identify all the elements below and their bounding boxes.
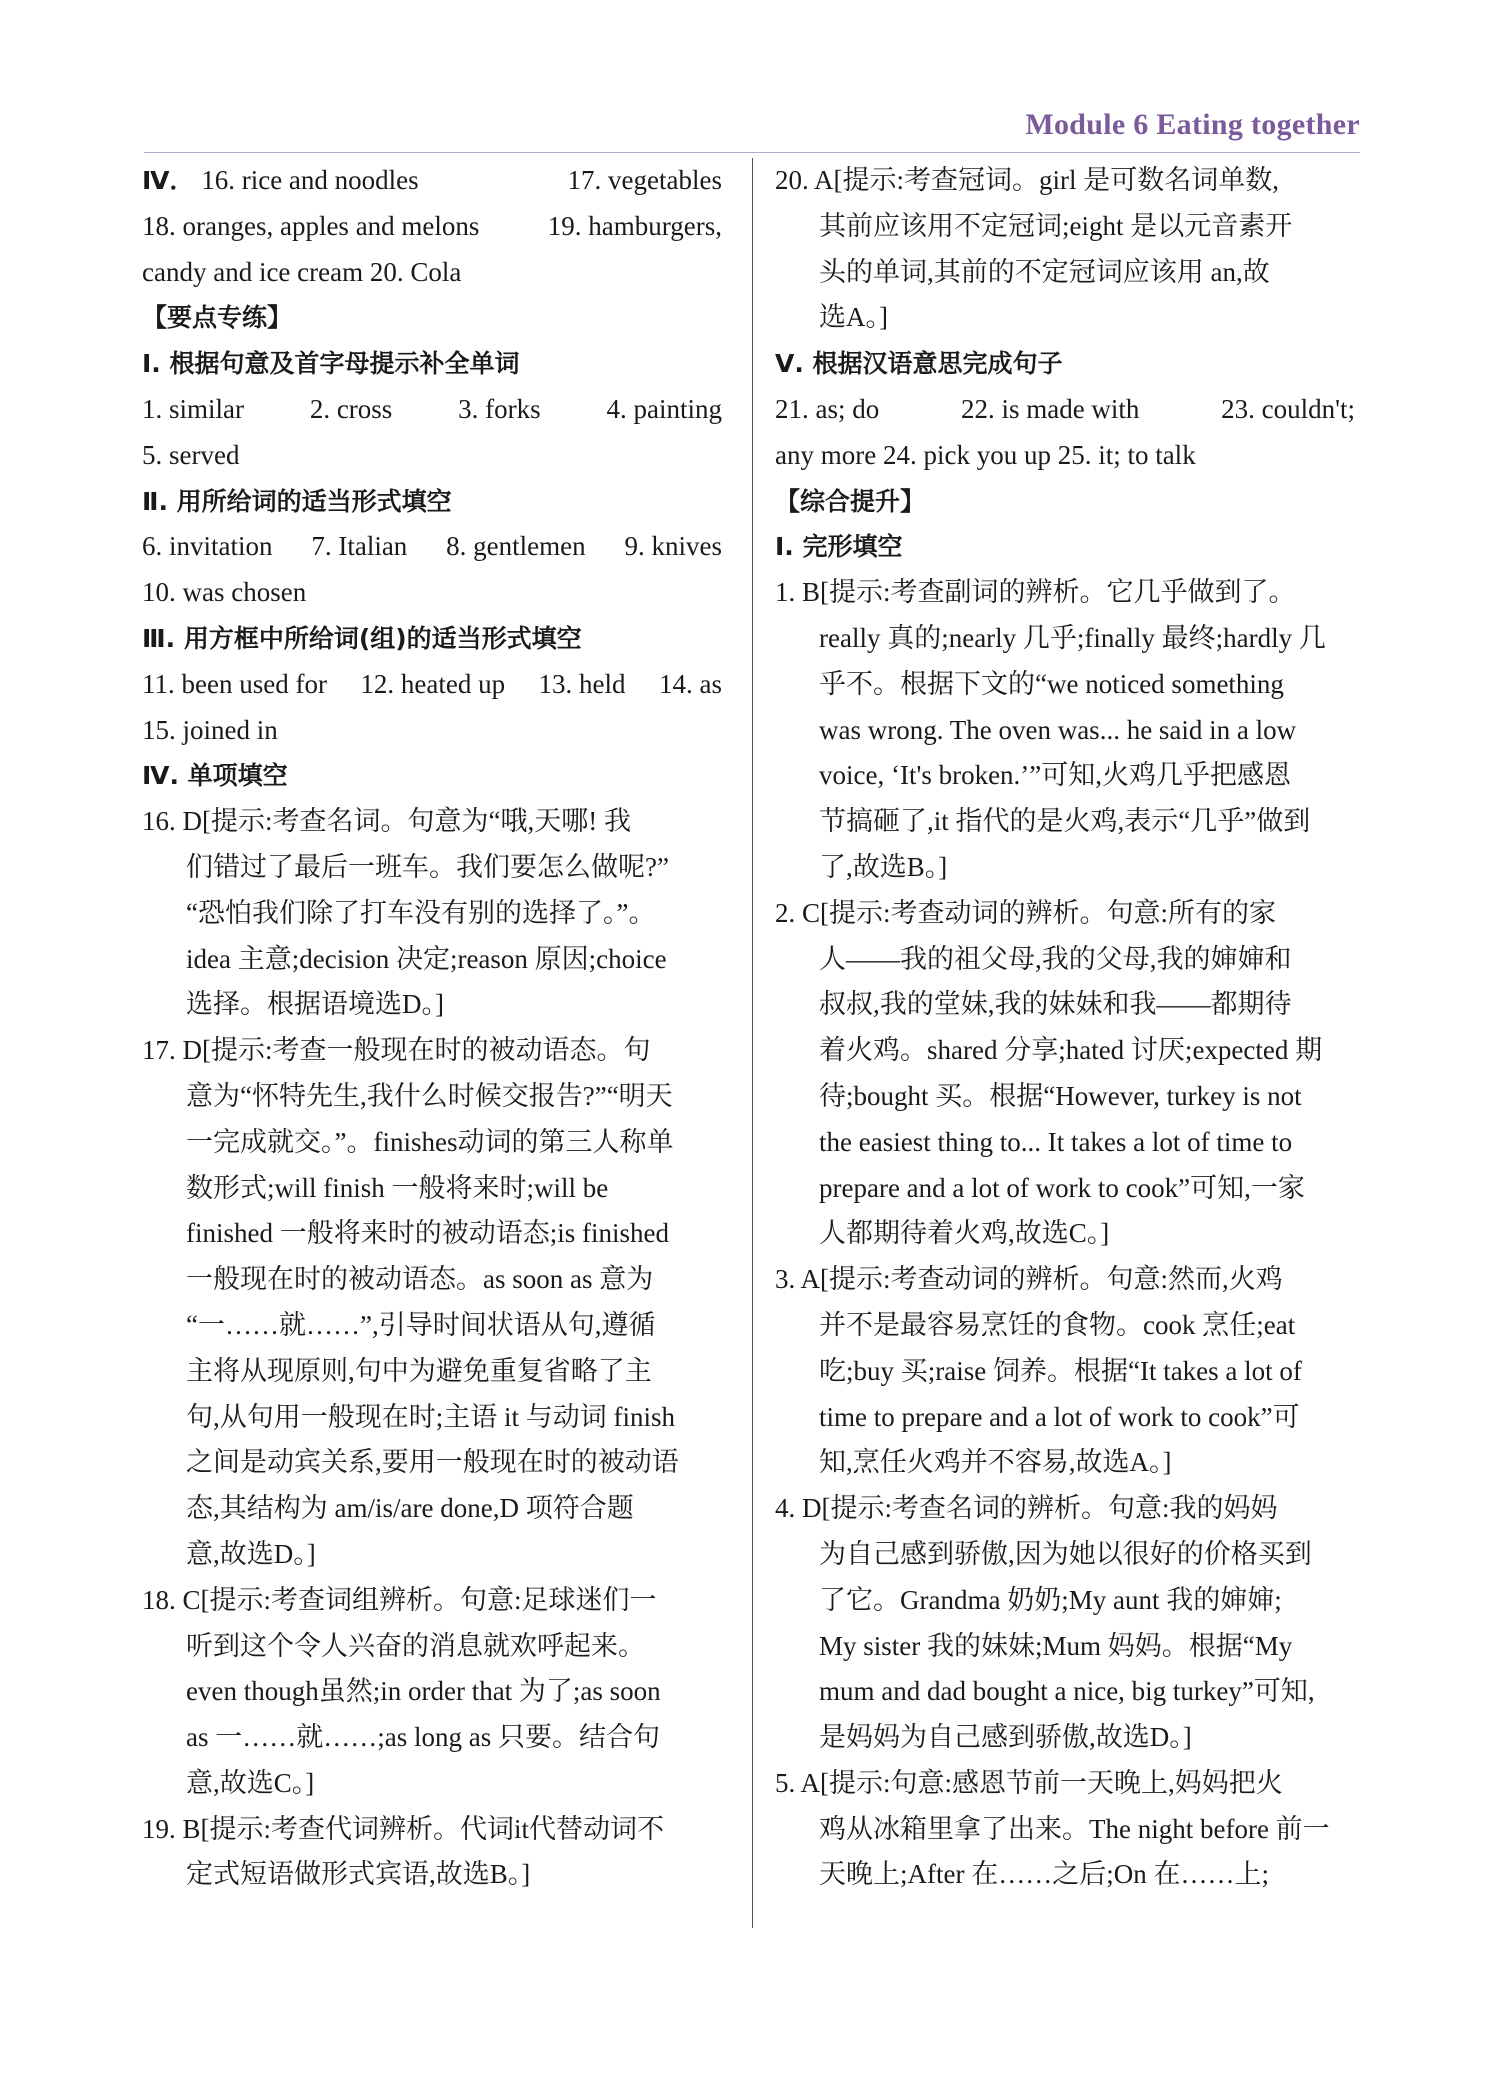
- text-line: 着火鸡。shared 分享;hated 讨厌;expected 期: [819, 1035, 1323, 1066]
- text-line: 意为“怀特先生,我什么时候交报告?”“明天: [186, 1080, 673, 1111]
- answer-1: 1. similar: [142, 393, 244, 424]
- answer-line: [142, 524, 722, 570]
- text-line: 3. A[提示:考查动词的辨析。句意:然而,火鸡: [775, 1264, 1283, 1295]
- text-line: 选择。根据语境选D。]: [186, 989, 444, 1020]
- answer-3: 3. forks: [458, 393, 541, 424]
- column-divider: [752, 158, 753, 1928]
- text-line: 4. D[提示:考查名词的辨析。句意:我的妈妈: [775, 1493, 1278, 1524]
- text-line: 16. D[提示:考查名词。句意为“哦,天哪! 我: [142, 806, 631, 837]
- answer-line: [142, 204, 722, 250]
- text-line: 之间是动宾关系,要用一般现在时的被动语: [186, 1447, 679, 1478]
- text-line: 头的单词,其前的不定冠词应该用 an,故: [819, 256, 1270, 287]
- answer-17: 17. vegetables: [567, 165, 722, 195]
- right-column: [775, 158, 1355, 1898]
- text-line: time to prepare and a lot of work to cook”可: [819, 1401, 1300, 1432]
- text-line: 乎不。根据下文的“we noticed something: [819, 668, 1284, 699]
- text-line: even though虽然;in order that 为了;as soon: [186, 1676, 661, 1707]
- text-line: 定式短语做形式宾语,故选B。]: [186, 1859, 531, 1890]
- answer-line: [142, 158, 722, 204]
- cloze-explanation-3: [775, 1257, 1355, 1486]
- text-line: 20. A[提示:考查冠词。girl 是可数名词单数,: [775, 165, 1279, 195]
- text-line: 意,故选C。]: [186, 1767, 315, 1798]
- text-line: was wrong. The oven was... he said in a low: [819, 714, 1297, 745]
- text-line: 为自己感到骄傲,因为她以很好的价格买到: [819, 1538, 1312, 1569]
- left-column: [142, 158, 722, 1898]
- answer-5: 5. served: [142, 439, 240, 470]
- text-line: voice, ‘It's broken.’”可知,火鸡几乎把感恩: [819, 760, 1292, 791]
- text-line: finished 一般将来时的被动语态;is finished: [186, 1218, 669, 1249]
- explanation-20: [775, 158, 1355, 341]
- text-line: 选A。]: [819, 302, 888, 333]
- text-line: 人都期待着火鸡,故选C。]: [819, 1218, 1110, 1249]
- text-line: 并不是最容易烹饪的食物。cook 烹任;eat: [819, 1309, 1296, 1340]
- text-line: prepare and a lot of work to cook”可知,一家: [819, 1172, 1305, 1203]
- text-line: 句,从句用一般现在时;主语 it 与动词 finish: [186, 1401, 676, 1432]
- answer-14: 14. as: [658, 668, 722, 699]
- answer-15: 15. joined in: [142, 714, 278, 745]
- cloze-explanation-1: [775, 570, 1355, 891]
- header-rule: [144, 152, 1360, 153]
- explanation-17: [142, 1028, 722, 1578]
- text-line: “一……就……”,引导时间状语从句,遵循: [186, 1309, 656, 1340]
- text-line: 2. C[提示:考查动词的辨析。句意:所有的家: [775, 897, 1277, 928]
- text-line: 吃;buy 买;raise 饲养。根据“It takes a lot of: [819, 1355, 1302, 1386]
- text-line: 5. A[提示:句意:感恩节前一天晚上,妈妈把火: [775, 1767, 1283, 1798]
- answer-6: 6. invitation: [142, 531, 273, 562]
- section-heading: Ⅳ. 单项填空: [142, 761, 288, 791]
- text-line: 了,故选B。]: [819, 851, 948, 882]
- text-line: My sister 我的妹妹;Mum 妈妈。根据“My: [819, 1630, 1293, 1661]
- text-line: idea 主意;decision 决定;reason 原因;choice: [186, 943, 667, 974]
- section-title-comprehensive: 【综合提升】: [775, 486, 926, 516]
- answer-22: 22. is made with: [960, 393, 1140, 424]
- text-line: 1. B[提示:考查副词的辨析。它几乎做到了。: [775, 577, 1296, 608]
- section-number: Ⅳ．: [142, 166, 195, 195]
- text-line: 们错过了最后一班车。我们要怎么做呢?”: [186, 851, 669, 882]
- text-line: “恐怕我们除了打车没有别的选择了。”。: [186, 897, 656, 928]
- text-line: 数形式;will finish 一般将来时;will be: [186, 1172, 609, 1203]
- text-line: 态,其结构为 am/is/are done,D 项符合题: [186, 1493, 634, 1524]
- answer-line: [775, 387, 1355, 433]
- cloze-explanation-2: [775, 891, 1355, 1257]
- answer-line: any more 24. pick you up 25. it; to talk: [775, 439, 1196, 470]
- text-line: 天晚上;After 在……之后;On 在……上;: [819, 1859, 1269, 1890]
- text-line: 一般现在时的被动语态。as soon as 意为: [186, 1264, 654, 1295]
- answer-7: 7. Italian: [311, 531, 408, 562]
- section-heading: Ⅰ. 根据句意及首字母提示补全单词: [142, 349, 520, 379]
- text-line: 听到这个令人兴奋的消息就欢呼起来。: [186, 1630, 645, 1661]
- answer-8: 8. gentlemen: [446, 531, 586, 562]
- text-line: the easiest thing to... It takes a lot of time to: [819, 1126, 1293, 1157]
- text-line: mum and dad bought a nice, big turkey”可知,: [819, 1676, 1315, 1707]
- section-heading: Ⅲ. 用方框中所给词(组)的适当形式填空: [142, 623, 582, 653]
- answer-10: 10. was chosen: [142, 577, 307, 608]
- section-heading: Ⅰ. 完形填空: [775, 532, 903, 562]
- text-line: 意,故选D。]: [186, 1538, 316, 1569]
- text-line: 其前应该用不定冠词;eight 是以元音素开: [819, 210, 1293, 241]
- answer-19: 19. hamburgers,: [547, 210, 722, 241]
- text-line: 叔叔,我的堂妹,我的妹妹和我——都期待: [819, 989, 1292, 1020]
- text-line: 一完成就交。”。finishes动词的第三人称单: [186, 1126, 674, 1157]
- answer-18: 18. oranges, apples and melons: [142, 210, 480, 241]
- text-line: 主将从现原则,句中为避免重复省略了主: [186, 1355, 652, 1386]
- running-header: Module 6 Eating together: [1025, 108, 1360, 141]
- text-line: 19. B[提示:考查代词辨析。代词it代替动词不: [142, 1813, 665, 1844]
- text-line: 了它。Grandma 奶奶;My aunt 我的婶婶;: [819, 1584, 1282, 1615]
- text-line: 17. D[提示:考查一般现在时的被动语态。句: [142, 1035, 651, 1066]
- cloze-explanation-5: [775, 1761, 1355, 1898]
- section-title-key-points: 【要点专练】: [142, 303, 293, 333]
- answer-line: candy and ice cream 20. Cola: [142, 256, 462, 287]
- explanation-19: [142, 1807, 722, 1899]
- text-line: 待;bought 买。根据“However, turkey is not: [819, 1080, 1302, 1111]
- explanation-18: [142, 1578, 722, 1807]
- answer-12: 12. heated up: [360, 668, 506, 699]
- answer-2: 2. cross: [309, 393, 393, 424]
- answer-line: [142, 662, 722, 708]
- text-line: 鸡从冰箱里拿了出来。The night before 前一: [819, 1813, 1330, 1844]
- answer-21: 21. as; do: [775, 393, 880, 424]
- answer-16: 16. rice and noodles: [201, 165, 419, 195]
- answer-13: 13. held: [538, 668, 626, 699]
- text-line: 人——我的祖父母,我的父母,我的婶婶和: [819, 943, 1292, 974]
- cloze-explanation-4: [775, 1486, 1355, 1761]
- answer-9: 9. knives: [624, 531, 722, 562]
- text-line: as 一……就……;as long as 只要。结合句: [186, 1722, 660, 1753]
- explanation-16: [142, 799, 722, 1028]
- text-line: 18. C[提示:考查词组辨析。句意:足球迷们一: [142, 1584, 657, 1615]
- answer-11: 11. been used for: [142, 668, 327, 699]
- text-line: 节搞砸了,it 指代的是火鸡,表示“几乎”做到: [819, 806, 1311, 837]
- text-line: 知,烹任火鸡并不容易,故选A。]: [819, 1447, 1172, 1478]
- section-heading: Ⅴ. 根据汉语意思完成句子: [775, 349, 1063, 379]
- text-line: 是妈妈为自己感到骄傲,故选D。]: [819, 1722, 1192, 1753]
- answer-line: [142, 387, 722, 433]
- answer-23: 23. couldn't;: [1221, 393, 1355, 424]
- answer-4: 4. painting: [606, 393, 722, 424]
- text-line: really 真的;nearly 几乎;finally 最终;hardly 几: [819, 622, 1326, 653]
- section-heading: Ⅱ. 用所给词的适当形式填空: [142, 486, 452, 516]
